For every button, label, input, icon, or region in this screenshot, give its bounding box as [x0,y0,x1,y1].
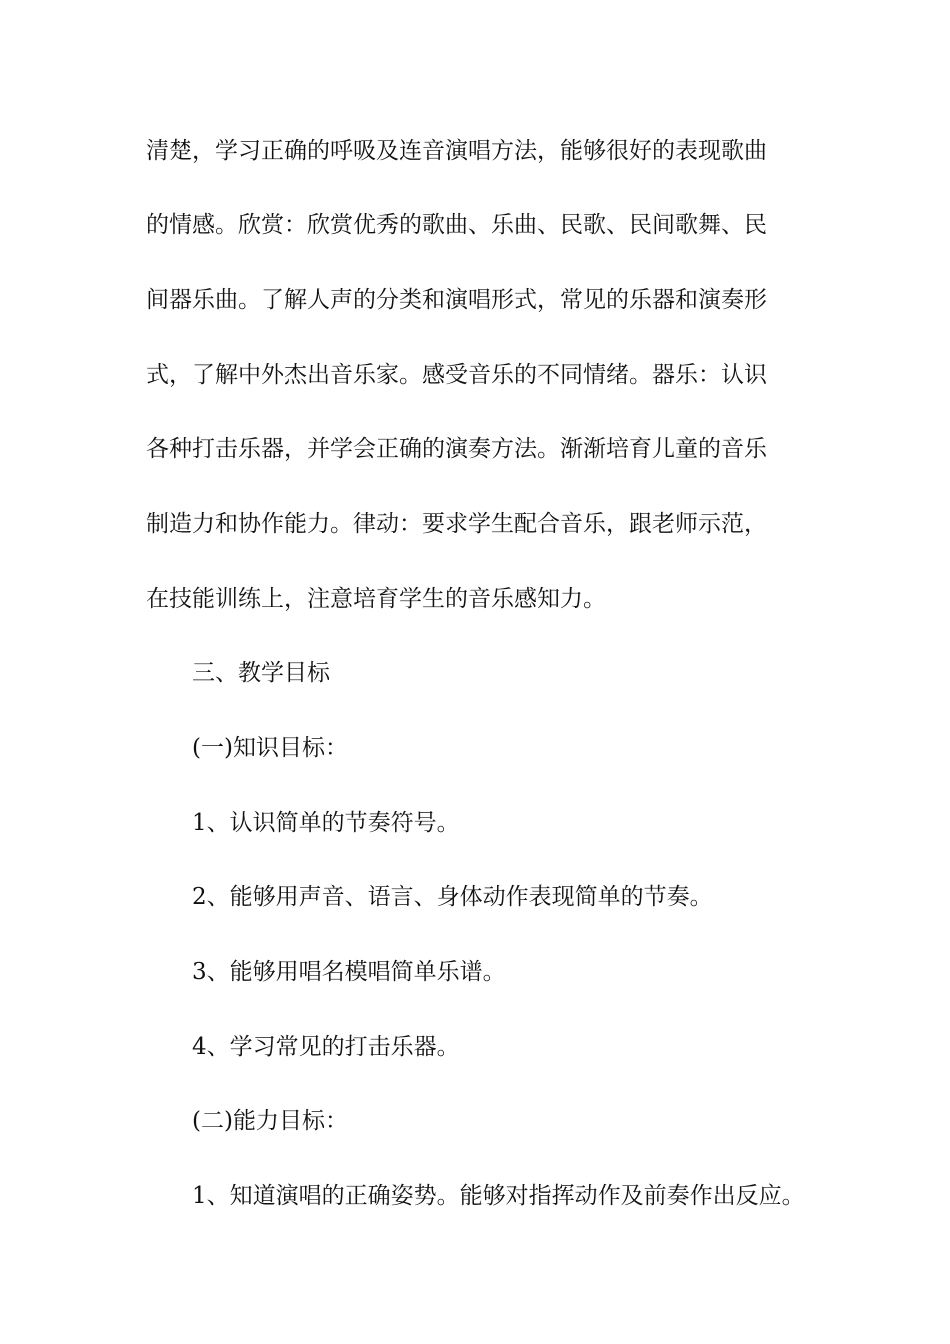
paragraph-line-6: 制造力和协作能力。律动：要求学生配合音乐，跟老师示范， [146,511,767,537]
ability-heading: (二)能力目标： [192,1108,348,1134]
ability-item-1: 1、知道演唱的正确姿势。能够对指挥动作及前奏作出反应。 [192,1183,805,1209]
section-heading: 三、教学目标 [192,660,330,686]
paragraph-line-5: 各种打击乐器，并学会正确的演奏方法。渐渐培育儿童的音乐 [146,436,767,462]
knowledge-item-3: 3、能够用唱名模唱简单乐谱。 [192,959,506,985]
paragraph-line-7: 在技能训练上，注意培育学生的音乐感知力。 [146,586,606,612]
paragraph-line-3: 间器乐曲。了解人声的分类和演唱形式，常见的乐器和演奏形 [146,287,767,313]
knowledge-item-1: 1、认识简单的节奏符号。 [192,810,460,836]
knowledge-heading: (一)知识目标： [192,735,348,761]
knowledge-item-2: 2、能够用声音、语言、身体动作表现简单的节奏。 [192,884,713,910]
paragraph-line-2: 的情感。欣赏：欣赏优秀的歌曲、乐曲、民歌、民间歌舞、民 [146,212,767,238]
paragraph-line-4: 式，了解中外杰出音乐家。感受音乐的不同情绪。器乐：认识 [146,362,767,388]
paragraph-line-1: 清楚，学习正确的呼吸及连音演唱方法，能够很好的表现歌曲 [146,138,767,164]
knowledge-item-4: 4、学习常见的打击乐器。 [192,1034,460,1060]
